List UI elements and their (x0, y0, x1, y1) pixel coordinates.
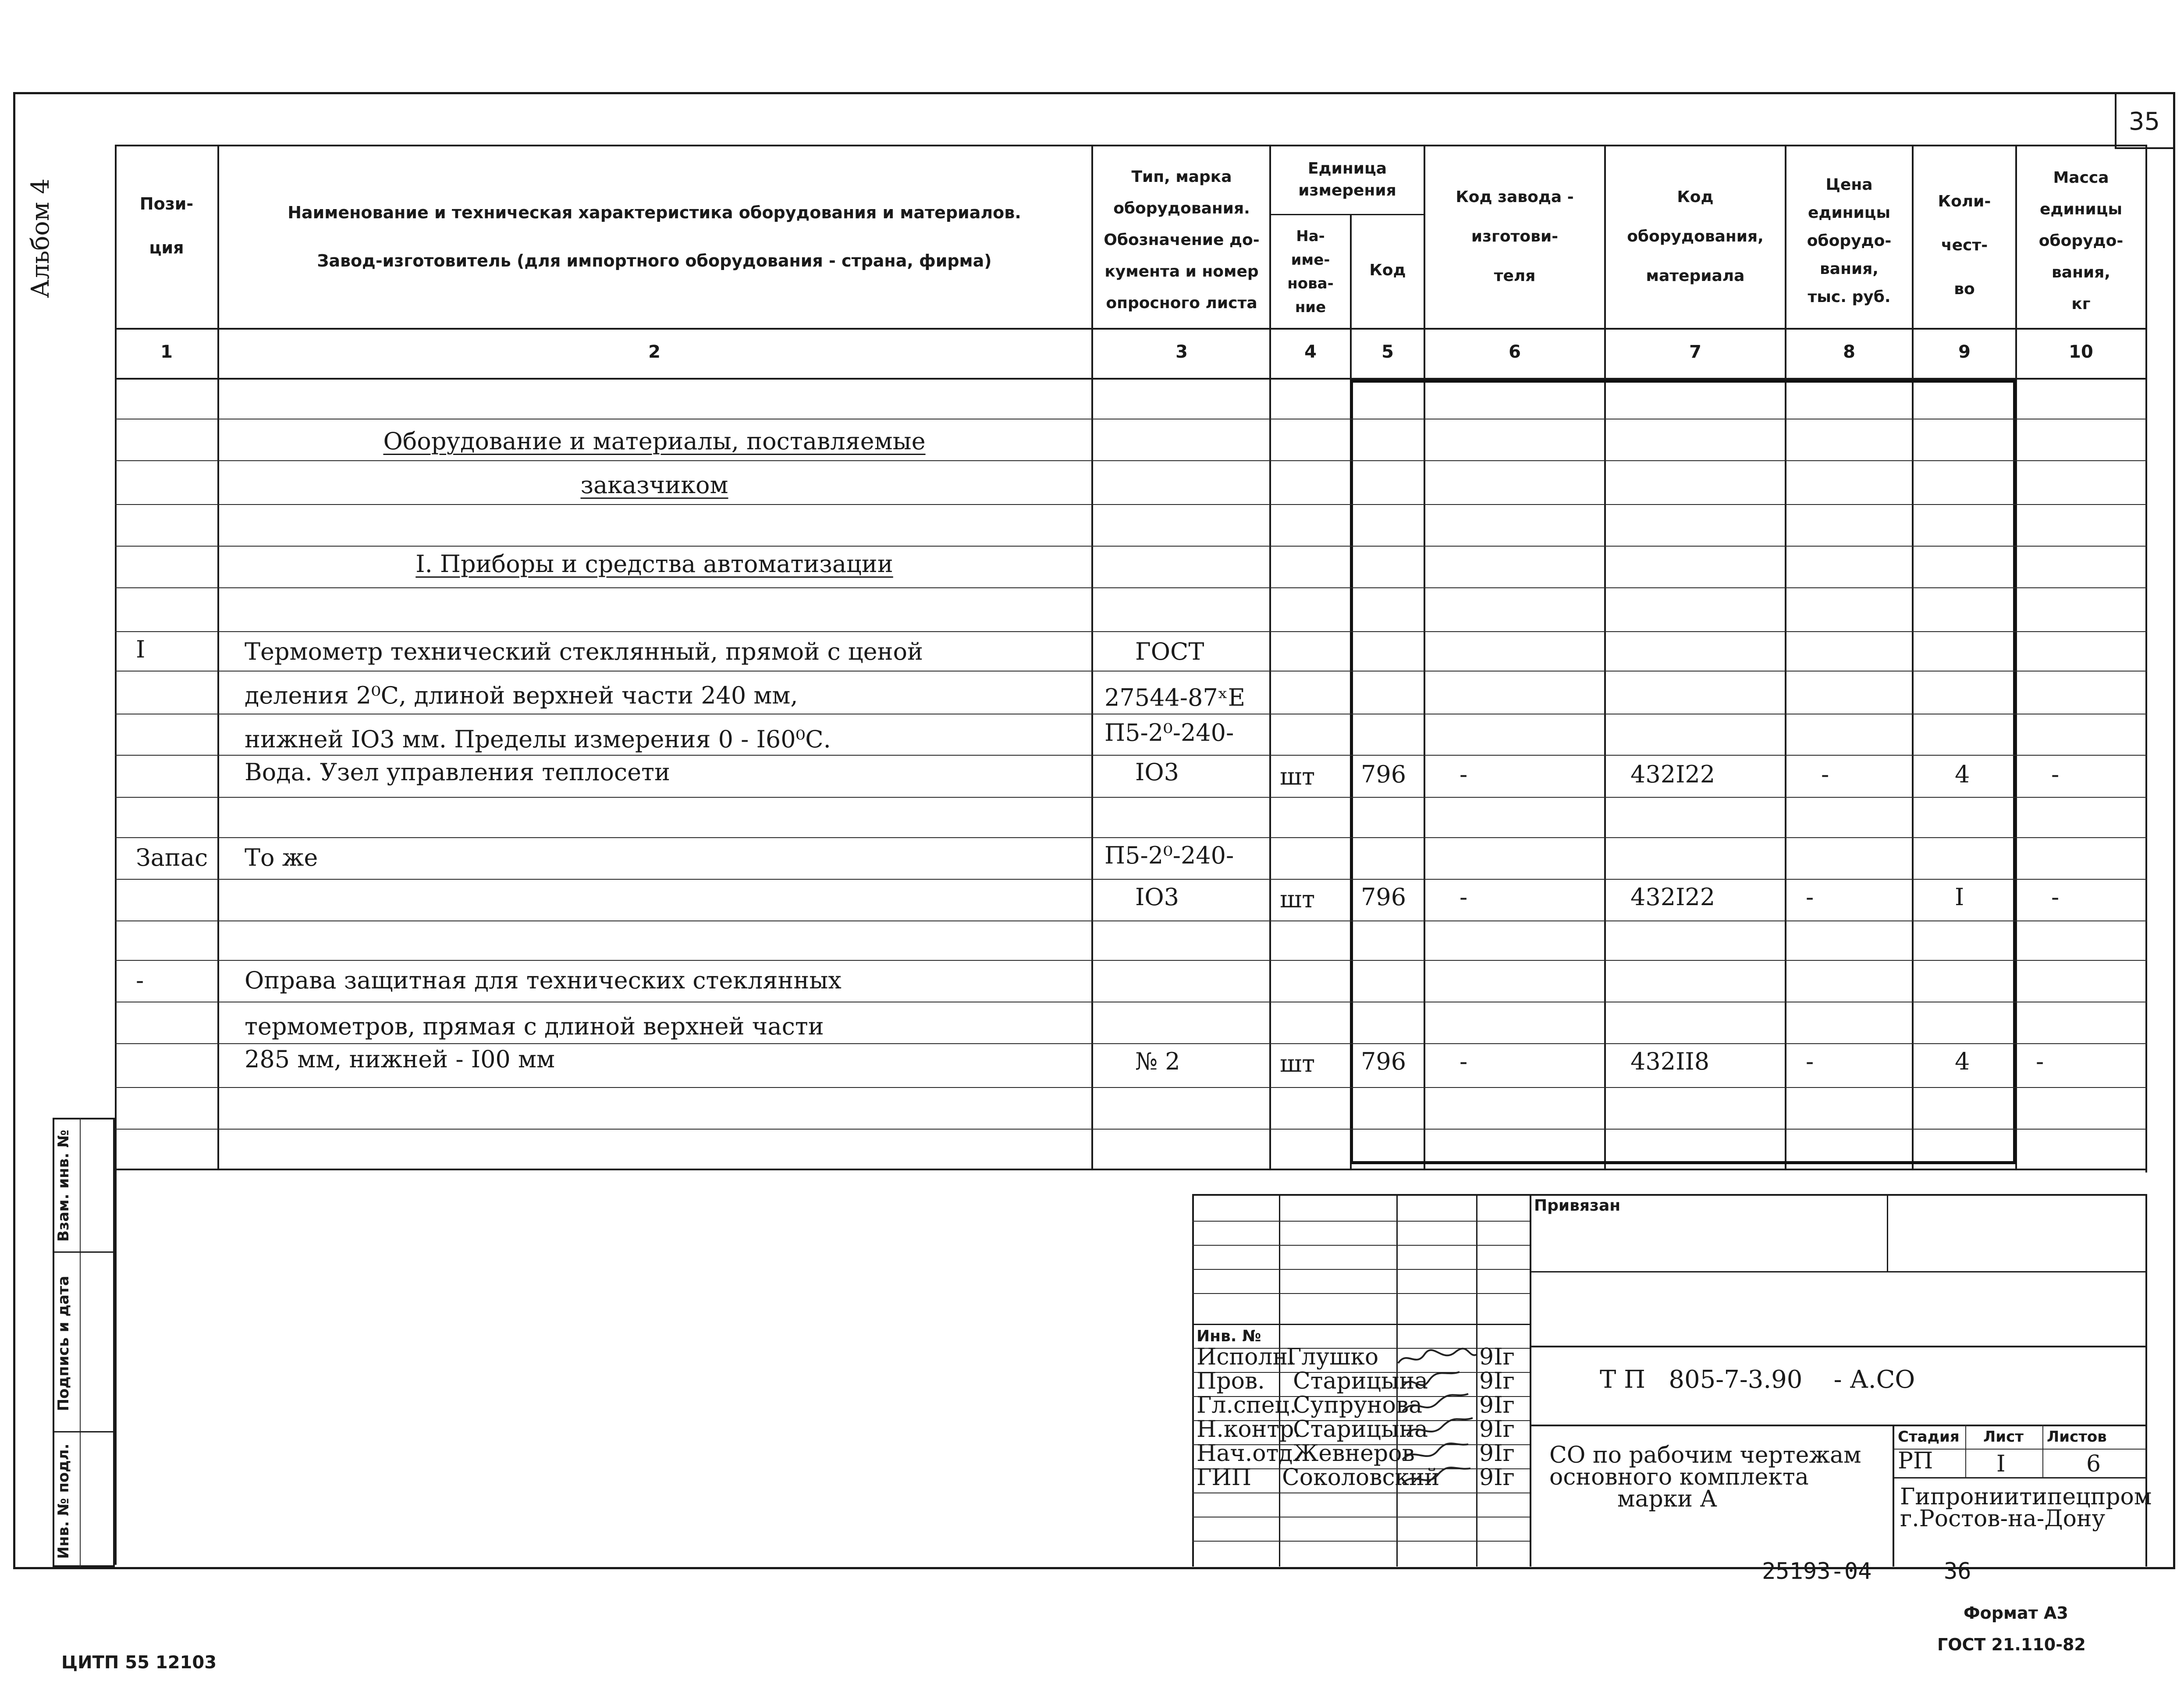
signer-name: Старицына (1293, 1368, 1428, 1394)
header-position: Пози- ция (139, 194, 194, 257)
item-3-unit-name: шт (1280, 1050, 1315, 1077)
sheet-number: 35 (2128, 107, 2160, 136)
table-right (2145, 145, 2147, 1173)
item-2-quantity: I (1955, 883, 1964, 911)
item-3-mass: - (2036, 1048, 2044, 1075)
col-num-7: 7 (1689, 342, 1701, 362)
sheets-label: Листов (2047, 1428, 2107, 1446)
item-3-unit-code: 796 (1361, 1048, 1406, 1075)
item-1-type-line: ГОСТ (1135, 638, 1204, 665)
item-2-equipment-code: 432I22 (1630, 883, 1715, 911)
title-block-left (1192, 1194, 1194, 1567)
col-num-8: 8 (1843, 342, 1855, 362)
item-2-mass: - (2051, 883, 2060, 911)
item-1-unit-code: 796 (1361, 760, 1406, 788)
signer-date: 9Iг (1479, 1416, 1515, 1443)
item-1-name-line: Вода. Узел управления теплосети (245, 758, 670, 786)
row-line (115, 1087, 2147, 1088)
item-1-unit-name: шт (1280, 763, 1315, 790)
header-name: Наименование и техническая характеристика оборудования и материалов. Завод-изготовитель (для импортного оборудования - страна, фирма) (288, 203, 1021, 270)
section-title (219, 427, 1090, 455)
signer-role: Пров. (1197, 1368, 1265, 1394)
sheets-value: 6 (2086, 1451, 2101, 1477)
header-unit-name: На- име- нова- ние (1287, 227, 1334, 316)
col-num-4: 4 (1304, 342, 1317, 362)
header-price: Цена единицы оборудо- вания, тыс. руб. (1807, 176, 1892, 306)
stage-col (2042, 1425, 2043, 1478)
stage-value: РП (1898, 1448, 1933, 1474)
signer-name: Глушко (1286, 1344, 1379, 1370)
title-left-row (1192, 1245, 1530, 1246)
header-factory-code: Код завода - изготови- теля (1456, 188, 1574, 285)
signer-date: 9Iг (1479, 1392, 1515, 1418)
title-left-row (1192, 1221, 1530, 1222)
item-3-name-line: 285 мм, нижней - I00 мм (245, 1045, 555, 1073)
row-line (115, 631, 2147, 632)
header-unit-group: Единица измерения (1298, 160, 1396, 199)
item-3-name-line: Оправа защитная для технических стеклянных (245, 967, 842, 994)
col-num-10: 10 (2069, 342, 2093, 362)
title-left-row (1192, 1541, 1530, 1542)
col-num-9: 9 (1958, 342, 1971, 362)
sheet-label: Лист (1983, 1428, 2024, 1446)
signer-role: Исполн. (1197, 1344, 1295, 1370)
item-1-name-line: нижней IO3 мм. Пределы измерения 0 - I60⁰С. (245, 725, 831, 753)
row-line (115, 879, 2147, 880)
title-block-row (1530, 1271, 2146, 1272)
organization-line2: г.Ростов-на-Дону (1900, 1506, 2106, 1532)
privyazan-divider (1887, 1194, 1888, 1271)
subsection (219, 550, 1090, 578)
document-title-line1: СО по рабочим чертежам (1549, 1442, 1861, 1468)
item-2-type-line: IO3 (1135, 883, 1179, 911)
signer-name: Старицына (1293, 1416, 1428, 1443)
item-3-equipment-code: 432II8 (1630, 1048, 1710, 1075)
row-line (115, 755, 2147, 756)
signature-marks (1389, 1346, 1481, 1495)
section-title-cont (219, 471, 1090, 499)
section-title-line2: заказчиком (580, 471, 728, 499)
item-1-mass: - (2051, 760, 2060, 788)
title-left-row (1192, 1324, 1530, 1325)
signer-role: Гл.спец. (1197, 1392, 1297, 1418)
title-block-right (2145, 1194, 2147, 1567)
col-num-6: 6 (1509, 342, 1521, 362)
album-label: Альбом 4 (26, 178, 55, 298)
item-1-name-line: деления 2⁰С, длиной верхней части 240 мм, (245, 682, 798, 709)
document-title-line2: основного комплекта (1549, 1464, 1809, 1490)
side-stamp-inv-podl: Инв. № подл. (55, 1443, 72, 1559)
stage-box-left (1893, 1425, 1894, 1567)
header-type: Тип, марка оборудования. Обозначение до- кумента и номер опросного листа (1104, 168, 1260, 312)
row-line (115, 960, 2147, 961)
signer-date: 9Iг (1479, 1440, 1515, 1467)
format-label: Формат А3 (1964, 1603, 2068, 1623)
signer-role: Н.контр. (1197, 1416, 1301, 1443)
col-num-5: 5 (1381, 342, 1394, 362)
unit-group-divider (1269, 214, 1425, 215)
row-line (115, 546, 2147, 547)
item-1-type-line: П5-2⁰-240- (1104, 719, 1234, 746)
side-stamp-podpis: Подпись и дата (55, 1276, 72, 1411)
side-stamp-vzam: Взам. инв. № (55, 1130, 72, 1242)
stage-row (1893, 1477, 2147, 1478)
handwritten-code: 25193-04 (1762, 1558, 1872, 1585)
item-3-type-line: № 2 (1135, 1048, 1180, 1075)
signer-date: 9Iг (1479, 1464, 1515, 1491)
signer-role: ГИП (1197, 1464, 1252, 1491)
privyazan-label: Привязан (1534, 1197, 1621, 1215)
item-1-factory-code: - (1460, 760, 1468, 788)
item-3-factory-code: - (1460, 1048, 1468, 1075)
header-bottom (115, 328, 2147, 330)
sheet-number-box-left (2115, 92, 2117, 149)
item-1-type-line: 27544-87ˣЕ (1104, 684, 1246, 711)
signer-date: 9Iг (1479, 1344, 1515, 1370)
item-2-name-line: То же (245, 844, 318, 871)
document-title-line3: марки А (1617, 1486, 1717, 1512)
item-1-price: - (1821, 760, 1829, 788)
signer-date: 9Iг (1479, 1368, 1515, 1394)
bottom-code: ЦИТП 55 12103 (61, 1652, 217, 1673)
row-line (115, 504, 2147, 505)
item-1-name-line: Термометр технический стеклянный, прямой с ценой (245, 638, 923, 665)
col-line-2 (1091, 145, 1093, 1170)
item-3-position: - (136, 967, 144, 994)
row-line (115, 797, 2147, 798)
sheet-value: I (1996, 1451, 2006, 1477)
item-2-position: Запас (136, 844, 208, 871)
header-equipment-code: Код оборудования, материала (1627, 188, 1764, 285)
item-1-equipment-code: 432I22 (1630, 760, 1715, 788)
row-line (115, 1129, 2147, 1130)
item-1-position: I (136, 636, 146, 663)
col-line-1 (217, 145, 219, 1170)
frame-left (13, 92, 15, 1569)
signer-role: Нач.отд. (1197, 1440, 1300, 1467)
row-line (115, 671, 2147, 672)
title-left-row (1192, 1293, 1530, 1294)
table-top (115, 145, 2147, 146)
stage-label: Стадия (1898, 1428, 1960, 1446)
title-block-top (1192, 1194, 2147, 1196)
col-num-2: 2 (648, 342, 661, 362)
row-line (115, 587, 2147, 588)
frame-right (2173, 92, 2175, 1569)
document-designation: Т П 805-7-3.90 - А.СО (1600, 1365, 1915, 1394)
title-block-col (1279, 1194, 1280, 1567)
organization-line1: Гипрониитипецпром (1900, 1484, 2152, 1510)
item-3-name-line: термометров, прямая с длиной верхней части (245, 1013, 824, 1040)
inv-no-label: Инв. № (1197, 1327, 1261, 1345)
side-stamp-divider (80, 1118, 81, 1567)
item-3-price: - (1806, 1048, 1814, 1075)
section-title-line1: Оборудование и материалы, поставляемые (383, 427, 926, 455)
title-left-row (1192, 1269, 1530, 1270)
row-line (115, 1043, 2147, 1044)
item-2-price: - (1806, 883, 1814, 911)
stage-col (1965, 1425, 1966, 1478)
item-2-factory-code: - (1460, 883, 1468, 911)
row-line (115, 920, 2147, 921)
subsection-title: I. Приборы и средства автоматизации (415, 550, 893, 578)
header-quantity: Коли- чест- во (1938, 192, 1991, 298)
item-2-unit-name: шт (1280, 885, 1315, 913)
item-2-unit-code: 796 (1361, 883, 1406, 911)
header-mass: Масса единицы оборудо- вания, кг (2038, 169, 2124, 313)
header-unit-code: Код (1369, 261, 1406, 279)
sheet-number-box-bottom (2115, 147, 2174, 149)
title-block-row (1530, 1425, 2146, 1426)
col-num-3: 3 (1175, 342, 1188, 362)
col-num-1: 1 (160, 342, 173, 362)
title-block-mid (1530, 1194, 1531, 1567)
frame-top (13, 92, 2175, 94)
table-body-bottom (115, 1169, 2147, 1170)
signer-name: Жевнеров (1293, 1440, 1415, 1467)
item-1-quantity: 4 (1955, 760, 1970, 788)
item-3-quantity: 4 (1955, 1048, 1970, 1075)
row-line (115, 460, 2147, 461)
title-block-row (1530, 1346, 2146, 1347)
signer-name: Соколовский (1282, 1464, 1440, 1491)
handwritten-page: 36 (1944, 1558, 1971, 1585)
signer-name: Супрунова (1293, 1392, 1423, 1418)
gost-label: ГОСТ 21.110-82 (1937, 1635, 2086, 1654)
row-line (115, 837, 2147, 838)
item-2-type-line: П5-2⁰-240- (1104, 842, 1234, 869)
item-1-type-line: IO3 (1135, 758, 1179, 786)
